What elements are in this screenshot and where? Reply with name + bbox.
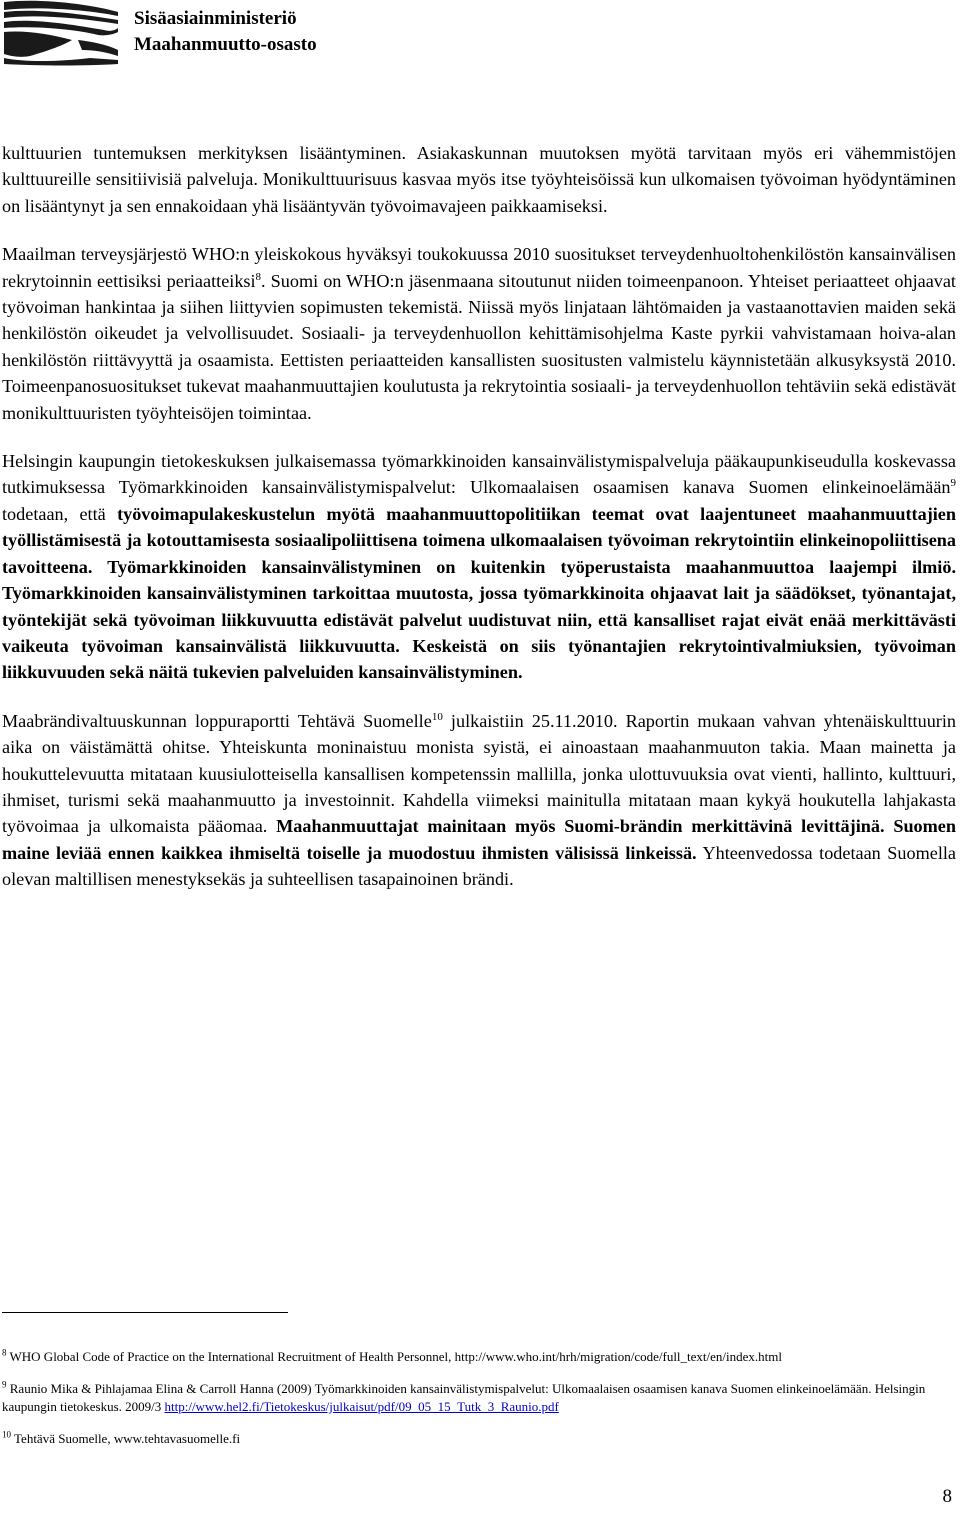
paragraph-2: Maailman terveysjärjestö WHO:n yleiskokous hyväksyi toukokuussa 2010 suositukset terveydenhuoltohenkilöstön kansainvälisen rekrytoinnin eettisiksi periaatteiksi$^8$. Suomi on WHO:n jäsenmaana sitoutunut niiden toimeenpanoon. Yhteiset periaatteet ohjaavat työvoiman hankintaa ja siihen liittyvien sopimusten tekemistä. Niissä myös linjataan lähtömaiden ja vastaanottavien maiden sekä henkilöstön oikeudet ja velvollisuudet. Sosiaali- ja terveydenhuollon kehittämisohjelma Kaste pyrkii vahvistamaan hoiva-alan henkilöstön riittävyyttä ja osaamista. Eettisten periaatteiden kansallisten suositusten valmistelu käynnistetään alkusyksystä 2010. Toimeenpanosuositukset tukevat maahanmuuttajien koulutusta ja rekrytointia sosiaali- ja terveydenhuollon tehtäviin sekä edistävät monikulttuuristen työyhteisöjen toimintaa.: [2, 244, 956, 423]
page-header: [0, 0, 960, 70]
ministry-logo-icon: [0, 0, 120, 66]
footnote-9: $^9$ Raunio Mika & Pihlajamaa Elina & Carroll Hanna (2009) Työmarkkinoiden kansainvälistymispalvelut: Ulkomaalaisen osaamisen kanava Suomen elinkeinoelämään. Helsingin kaupungin tietokeskus. 2009/3 http://www.hel2.fi/Tietokeskus/julkaisut/pdf/09_05_15_Tutk_3_Raunio.pdf: [2, 1379, 926, 1414]
footnote-divider: [2, 1312, 288, 1313]
footnote-9-link[interactable]: http://www.hel2.fi/Tietokeskus/julkaisut/pdf/09_05_15_Tutk_3_Raunio.pdf: [164, 1399, 559, 1414]
footnote-10: $^{10}$ Tehtävä Suomelle, www.tehtavasuomelle.fi: [2, 1429, 241, 1446]
page-number: 8: [942, 1486, 952, 1507]
paragraph-3: Helsingin kaupungin tietokeskuksen julkaisemassa työmarkkinoiden kansainvälistymispalveluja pääkaupunkiseudulla koskevassa tutkimuksessa Työmarkkinoiden kansainvälistymispalvelut: Ulkomaalaisen osaamisen kanava Suomen elinkeinoelämään$^9$ todetaan, että työvoimapulakeskustelun myötä maahanmuuttopolitiikan teemat ovat laajentuneet maahanmuuttajien työllistämisestä ja kotouttamisesta sosiaalipoliittisena toimena ulkomaalaisen työvoiman rekrytointiin elinkeinopoliittisena tavoitteena. Työmarkkinoiden kansainvälistyminen on kuitenkin työperustaista maahanmuuttoa laajempi ilmiö. Työmarkkinoiden kansainvälistyminen tarkoittaa muutosta, jossa työmarkkinoita ohjaavat lait ja säädökset, työnantajat, työntekijät sekä työvoiman liikkuvuutta edistävät palvelut uudistuvat niin, että kansalliset rajat eivät enää merkittävästi vaikeuta työvoiman kansainvälistä liikkuvuutta. Keskeistä on siis työnantajien rekrytointivalmiuksien, työvoiman liikkuvuuden sekä näitä tukevien palveluiden kansainvälistyminen.: [2, 451, 956, 683]
footnote-ref-9[interactable]: 9: [950, 477, 956, 490]
bold-passage: työvoimapulakeskustelun myötä maahanmuuttopolitiikan teemat ovat laajentuneet maahanmuuttajien työllistämisestä ja kotouttamisesta sosiaalipoliittisena toimena ulkomaalaisen työvoiman rekrytointiin elinkeinopoliittisena tavoitteena. Työmarkkinoiden kansainvälistyminen on kuitenkin työperustaista maahanmuuttoa laajempi ilmiö. Työmarkkinoiden kansainvälistyminen tarkoittaa muutosta, jossa työmarkkinoita ohjaavat lait ja säädökset, työnantajat, työntekijät sekä työvoiman liikkuvuutta edistävät palvelut uudistuvat niin, että kansalliset rajat eivät enää merkittävästi vaikeuta työvoiman kansainvälistä liikkuvuutta. Keskeistä on siis työnantajien rekrytointivalmiuksien, työvoiman liikkuvuuden sekä näitä tukevien palveluiden kansainvälistyminen.: [2, 503, 956, 683]
footnote-ref-10[interactable]: 10: [431, 710, 443, 723]
ministry-name: Sisäasiainministeriö: [134, 8, 297, 29]
paragraph-4: Maabrändivaltuuskunnan loppuraportti Tehtävä Suomelle$^{10}$ julkaistiin 25.11.2010. Raportin mukaan vahvan yhtenäiskulttuurin aika on väistämättä ohitse. Yhteiskunta moninaistuu monista syistä, ei ainoastaan maahanmuuton takia. Maan mainetta ja houkuttelevuutta mitataan kuusiulotteisella kansallisen kompetenssin mallilla, jonka ulottuvuuksia ovat vienti, hallinto, kulttuuri, ihmiset, turismi sekä maahanmuutto ja investoinnit. Kahdella viimeksi mainitulla mitataan maan kykyä houkutella lahjakasta työvoimaa ja ulkomaista pääomaa. Maahanmuuttajat mainitaan myös Suomi-brändin merkittävinä levittäjinä. Suomen maine leviää ennen kaikkea ihmiseltä toiselle ja muodostuu ihmisten välisissä linkeissä. Yhteenvedossa todetaan Suomella olevan maltillisen menestyksekäs ja suhteellisen tasapainoinen brändi.: [2, 710, 957, 890]
footnote-8: $^8$ WHO Global Code of Practice on the International Recruitment of Health Personnel, http://www.who.int/hrh/migration/code/full_text/en/index.html: [2, 1347, 782, 1364]
department-name: Maahanmuutto-osasto: [134, 34, 317, 55]
footnote-ref-8[interactable]: 8: [255, 270, 262, 283]
bold-passage: Maahanmuuttajat mainitaan myös Suomi-brändin merkittävinä levittäjinä. Suomen maine leviää ennen kaikkea ihmiseltä toiselle ja muodostuu ihmisten välisissä linkeissä.: [2, 816, 956, 863]
document-body: [2, 140, 956, 915]
footnotes: [2, 1348, 956, 1462]
paragraph-1: kulttuurien tuntemuksen merkityksen lisääntyminen. Asiakaskunnan muutoksen myötä tarvitaan myös eri vähemmistöjen kulttuureille sensitiivisiä palveluja. Monikulttuurisuus kasvaa myös itse työyhteisöissä kun ulkomaisen työvoiman hyödyntäminen on lisääntynyt ja sen ennakoidaan yhä lisääntyvän työvoimavajeen paikkaamiseksi.: [2, 143, 956, 216]
